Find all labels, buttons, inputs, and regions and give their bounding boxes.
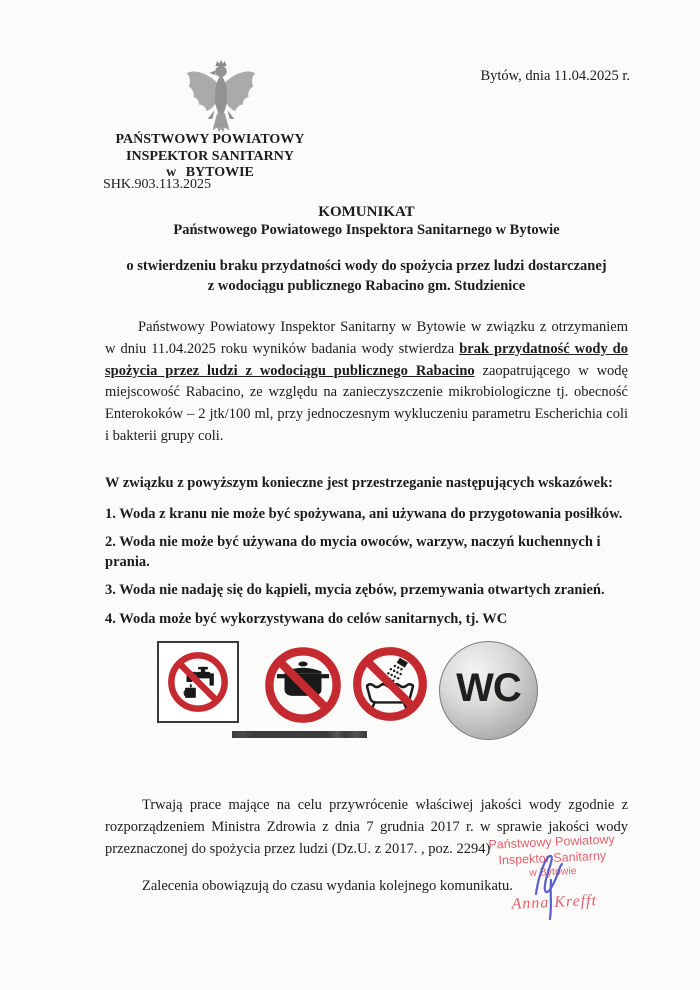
paragraph-main xyxy=(105,317,628,448)
org-header xyxy=(98,132,322,182)
polish-eagle-emblem-icon xyxy=(183,58,259,138)
org-line1: PAŃSTWOWY POWIATOWY xyxy=(115,132,305,147)
stamp-signer-name: Anna Krefft xyxy=(511,892,598,914)
subject-line2: z wodociągu publicznego Rabacino gm. Studzienice xyxy=(207,277,526,294)
watermark-bar xyxy=(232,731,367,738)
guidelines-list xyxy=(105,505,628,630)
paragraph-works: Trwają prace mające na celu przywrócenie właściwej jakości wody zgodnie z rozporządzeniem Ministra Zdrowia z dnia 7 grudnia 2017 r. w sprawie jakości wody przeznaczonej do spożycia przez ludzi (Dz.U. z 2017. , poz. 2294) xyxy=(105,797,628,857)
org-line3: w BYTOWIE xyxy=(166,165,254,181)
subject-heading xyxy=(105,257,628,296)
guideline-item-3: 3. Woda nie nadaję się do kąpieli, mycia zębów, przemywania otwartych zranień. xyxy=(105,582,605,599)
org-line2: INSPEKTOR SANITARNY xyxy=(126,148,294,164)
paragraph-main-end: zaopatrującego w wodę miejscowość Rabacino, ze względu na zanieczyszczenie mikrobiologiczne tj. obecność Enterokoków – 2 jtk/100 ml, przy jednoczesnym wykluczeniu parametru Escherichia coli i bakterii grupy coli. xyxy=(105,362,628,444)
guideline-item-4: 4. Woda może być wykorzystywana do celów sanitarnych, tj. WC xyxy=(105,610,508,627)
title-heading: KOMUNIKAT xyxy=(318,204,415,220)
paragraph-main-start: Państwowy Powiatowy Inspektor Sanitarny w Bytowie w związku z otrzymaniem w dniu 11.04.2025 roku wyników badania wody stwierdza xyxy=(105,319,628,357)
handwritten-signature-icon xyxy=(524,848,576,922)
pictogram-row xyxy=(157,641,628,751)
wc-sign xyxy=(439,641,538,740)
document-body xyxy=(105,204,628,897)
stamp-line2: Inspektor Sanitarny xyxy=(498,848,607,868)
date-line: Bytów, dnia 11.04.2025 r. xyxy=(480,68,630,84)
no-drinking-water-icon xyxy=(157,641,239,723)
guideline-item-2: 2. Woda nie może być używana do mycia owoców, warzyw, naczyń kuchennych i prania. xyxy=(105,534,601,570)
guidelines-heading: W związku z powyższym konieczne jest przestrzeganie następujących wskazówek: xyxy=(105,474,613,491)
paragraph-validity: Zalecenia obowiązują do czasu wydania kolejnego komunikatu. xyxy=(142,877,513,894)
title-subheading: Państwowego Powiatowego Inspektora Sanitarnego w Bytowie xyxy=(173,222,560,238)
stamp-line3: w Bytowie xyxy=(529,864,577,880)
stamp-line1: Państwowy Powiatowy xyxy=(488,832,616,852)
paragraph-main-emphasis: brak przydatność wody do spożycia przez ludzi z wodociągu publicznego Rabacino xyxy=(105,340,628,379)
wc-sign-label: WC xyxy=(456,666,521,711)
guideline-item-1: 1. Woda z kranu nie może być spożywana, ani używana do przygotowania posiłków. xyxy=(105,505,623,522)
reference-number: SHK.903.113.2025 xyxy=(103,177,211,192)
subject-line1: o stwierdzeniu braku przydatności wody do spożycia przez ludzi dostarczanej xyxy=(126,258,607,274)
no-bathing-icon xyxy=(349,643,431,730)
no-cooking-icon xyxy=(261,643,345,732)
